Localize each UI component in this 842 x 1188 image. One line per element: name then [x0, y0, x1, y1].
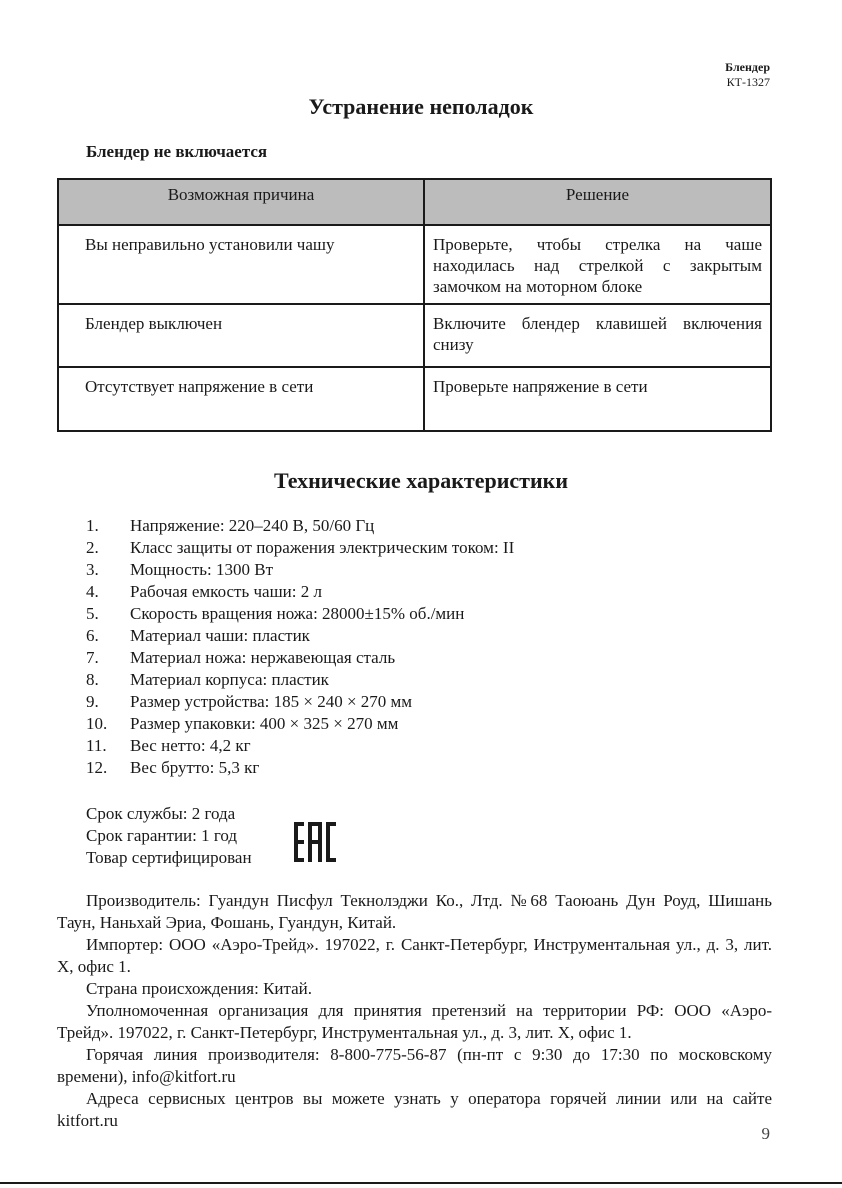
cause-cell: Вы неправильно установили чашу [58, 225, 424, 304]
manufacturer-paragraph: Производитель: Гуандун Писфул Текнолэджи Ко., Лтд. №68 Таоюань Дун Роуд, Шишань Таун, Наньхай Эриа, Фошань, Гуандун, Китай. [57, 891, 772, 932]
item-number: 5. [86, 604, 99, 623]
list-item [86, 537, 514, 559]
item-text: Класс защиты от поражения электрическим током: II [130, 538, 515, 557]
manufacturer-info [57, 890, 772, 1132]
table-row [58, 367, 771, 431]
solution-cell: Проверьте напряжение в сети [424, 367, 771, 431]
item-number: 2. [86, 538, 99, 557]
origin-paragraph: Страна происхождения: Китай. [86, 979, 313, 998]
item-text: Рабочая емкость чаши: 2 л [130, 582, 322, 601]
troubleshooting-subtitle: Блендер не включается [86, 142, 268, 161]
column-header-cause: Возможная причина [58, 179, 424, 225]
item-number: 3. [86, 560, 99, 579]
list-item [86, 669, 514, 691]
item-text: Мощность: 1300 Вт [130, 560, 274, 579]
page-header [725, 60, 770, 90]
hotline-paragraph: Горячая линия производителя: 8-800-775-56-87 (пн-пт с 9:30 до 17:30 по московскому времени), info@kitfort.ru [57, 1045, 772, 1086]
item-number: 1. [86, 516, 99, 535]
table-header-row [58, 179, 771, 225]
page-number: 9 [761, 1124, 770, 1143]
item-number: 12. [86, 758, 108, 777]
item-text: Вес брутто: 5,3 кг [130, 758, 260, 777]
list-item [86, 559, 514, 581]
claims-paragraph: Уполномоченная организация для принятия претензий на территории РФ: ООО «Аэро-Трейд». 197022, г. Санкт-Петербург, Инструментальная ул., д. 3, лит. Х, офис 1. [57, 1001, 772, 1042]
list-item [86, 757, 514, 779]
list-item [86, 603, 514, 625]
table-row [58, 304, 771, 367]
specs-title: Технические характеристики [273, 468, 569, 493]
item-number: 8. [86, 670, 99, 689]
service-info [86, 803, 252, 869]
solution-cell: Проверьте, чтобы стрелка на чаше находилась над стрелкой с закрытым замочком на моторном блоке [424, 225, 771, 304]
certification-note: Товар сертифицирован [86, 848, 252, 867]
list-item [86, 515, 514, 537]
item-text: Напряжение: 220–240 В, 50/60 Гц [130, 516, 375, 535]
service-life: Срок службы: 2 года [86, 804, 236, 823]
column-header-solution: Решение [424, 179, 771, 225]
eac-certification-icon [294, 822, 336, 862]
item-text: Материал ножа: нержавеющая сталь [130, 648, 396, 667]
list-item [86, 581, 514, 603]
item-text: Материал корпуса: пластик [130, 670, 329, 689]
warranty-period: Срок гарантии: 1 год [86, 826, 238, 845]
importer-paragraph: Импортер: ООО «Аэро-Трейд». 197022, г. Санкт-Петербург, Инструментальная ул., д. 3, лит. Х, офис 1. [57, 935, 772, 976]
bottom-rule [0, 1182, 842, 1184]
item-text: Скорость вращения ножа: 28000±15% об./мин [130, 604, 465, 623]
specs-list [86, 515, 514, 779]
troubleshooting-table [57, 178, 772, 432]
model-code: КТ-1327 [726, 75, 770, 89]
solution-cell: Включите блендер клавишей включения снизу [424, 304, 771, 367]
item-number: 4. [86, 582, 99, 601]
troubleshooting-title: Устранение неполадок [308, 94, 534, 119]
item-number: 6. [86, 626, 99, 645]
cause-cell: Блендер выключен [58, 304, 424, 367]
item-text: Размер устройства: 185 × 240 × 270 мм [130, 692, 413, 711]
list-item [86, 735, 514, 757]
list-item [86, 647, 514, 669]
item-number: 7. [86, 648, 99, 667]
item-number: 9. [86, 692, 99, 711]
list-item [86, 625, 514, 647]
item-text: Вес нетто: 4,2 кг [130, 736, 251, 755]
item-text: Материал чаши: пластик [130, 626, 310, 645]
list-item [86, 691, 514, 713]
item-text: Размер упаковки: 400 × 325 × 270 мм [130, 714, 399, 733]
service-centers-paragraph: Адреса сервисных центров вы можете узнать у оператора горячей линии или на сайте kitfort.ru [57, 1089, 772, 1130]
list-item [86, 713, 514, 735]
table-row [58, 225, 771, 304]
cause-cell: Отсутствует напряжение в сети [58, 367, 424, 431]
model-name: Блендер [725, 60, 770, 74]
item-number: 11. [86, 736, 107, 755]
item-number: 10. [86, 714, 108, 733]
